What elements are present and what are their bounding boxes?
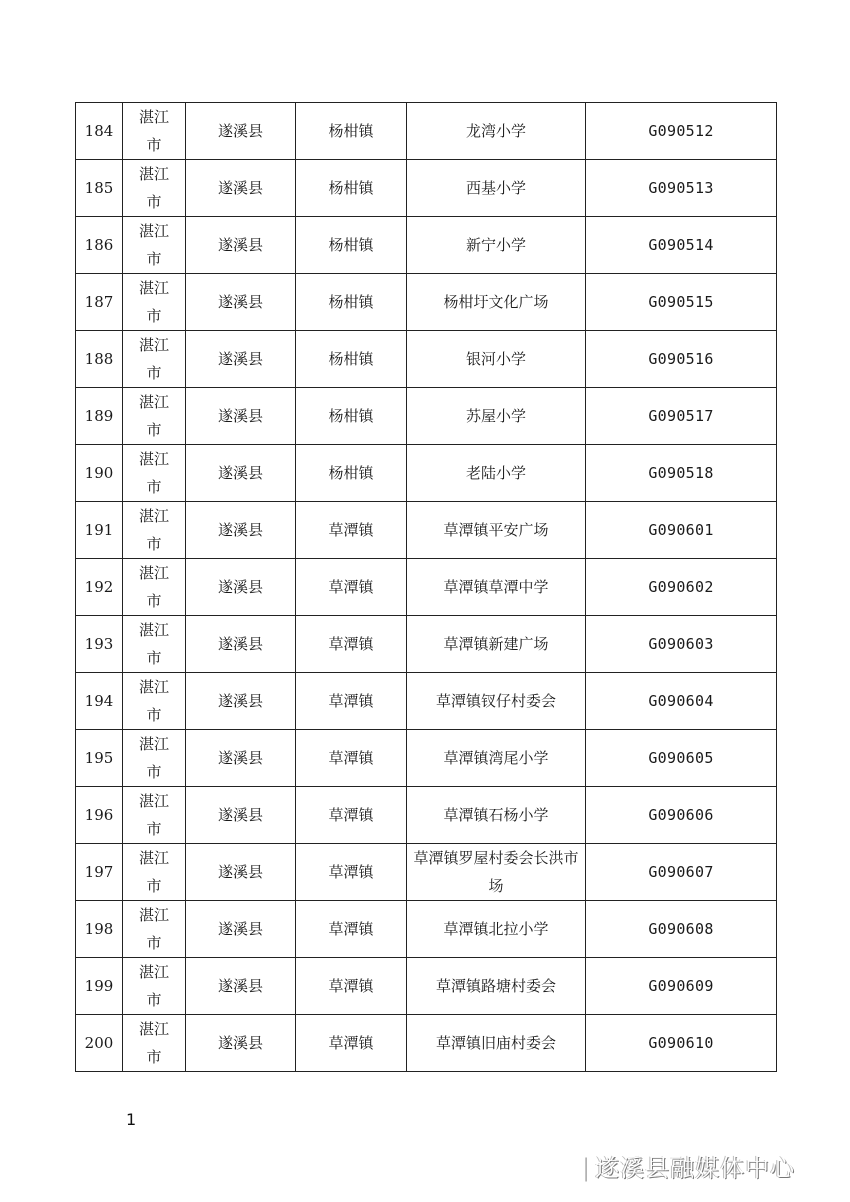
- city-line-1: 湛江: [138, 279, 169, 297]
- cell-town: 草潭镇: [296, 502, 407, 559]
- cell-site: 草潭镇草潭中学: [407, 559, 586, 616]
- cell-site: 草潭镇新建广场: [407, 616, 586, 673]
- city-line-1: 湛江: [138, 393, 169, 411]
- cell-number: 185: [76, 160, 123, 217]
- table-row: [76, 844, 777, 901]
- city-line-2: 市: [146, 763, 162, 781]
- cell-site: 草潭镇钗仔村委会: [407, 673, 586, 730]
- cell-town: 杨柑镇: [296, 331, 407, 388]
- cell-county: 遂溪县: [186, 844, 296, 901]
- cell-site: 草潭镇北拉小学: [407, 901, 586, 958]
- table-row: [76, 958, 777, 1015]
- city-line-2: 市: [146, 421, 162, 439]
- cell-code: G090513: [586, 160, 777, 217]
- city-line-1: 湛江: [138, 906, 169, 924]
- table-row: [76, 616, 777, 673]
- cell-county: 遂溪县: [186, 103, 296, 160]
- cell-number: 199: [76, 958, 123, 1015]
- city-line-2: 市: [146, 592, 162, 610]
- cell-city: [123, 559, 186, 616]
- city-line-2: 市: [146, 307, 162, 325]
- cell-county: 遂溪县: [186, 445, 296, 502]
- table-row: [76, 901, 777, 958]
- city-line-1: 湛江: [138, 165, 169, 183]
- cell-county: 遂溪县: [186, 217, 296, 274]
- cell-town: 杨柑镇: [296, 388, 407, 445]
- cell-number: 190: [76, 445, 123, 502]
- cell-code: G090601: [586, 502, 777, 559]
- city-line-2: 市: [146, 478, 162, 496]
- cell-city: [123, 787, 186, 844]
- cell-city: [123, 844, 186, 901]
- cell-town: 草潭镇: [296, 559, 407, 616]
- cell-code: G090518: [586, 445, 777, 502]
- cell-code: G090610: [586, 1015, 777, 1072]
- cell-county: 遂溪县: [186, 502, 296, 559]
- cell-town: 草潭镇: [296, 730, 407, 787]
- city-line-1: 湛江: [138, 336, 169, 354]
- cell-county: 遂溪县: [186, 160, 296, 217]
- cell-number: 193: [76, 616, 123, 673]
- cell-town: 杨柑镇: [296, 274, 407, 331]
- cell-code: G090515: [586, 274, 777, 331]
- cell-code: G090606: [586, 787, 777, 844]
- cell-site: 老陆小学: [407, 445, 586, 502]
- cell-site: 草潭镇石杨小学: [407, 787, 586, 844]
- cell-county: 遂溪县: [186, 616, 296, 673]
- cell-city: [123, 160, 186, 217]
- table-row: [76, 331, 777, 388]
- watermark-divider: |: [582, 1154, 592, 1182]
- city-line-1: 湛江: [138, 507, 169, 525]
- cell-county: 遂溪县: [186, 331, 296, 388]
- watermark: [582, 1148, 795, 1183]
- table-row: [76, 217, 777, 274]
- city-line-2: 市: [146, 364, 162, 382]
- page-number: 1: [126, 1110, 137, 1129]
- cell-code: G090609: [586, 958, 777, 1015]
- cell-county: 遂溪县: [186, 274, 296, 331]
- city-line-1: 湛江: [138, 621, 169, 639]
- cell-code: G090517: [586, 388, 777, 445]
- city-line-2: 市: [146, 934, 162, 952]
- city-line-2: 市: [146, 706, 162, 724]
- city-line-2: 市: [146, 991, 162, 1009]
- cell-number: 197: [76, 844, 123, 901]
- cell-code: G090602: [586, 559, 777, 616]
- cell-county: 遂溪县: [186, 730, 296, 787]
- cell-town: 草潭镇: [296, 958, 407, 1015]
- cell-city: [123, 388, 186, 445]
- cell-number: 186: [76, 217, 123, 274]
- cell-county: 遂溪县: [186, 1015, 296, 1072]
- table-row: [76, 445, 777, 502]
- table-row: [76, 1015, 777, 1072]
- cell-code: G090516: [586, 331, 777, 388]
- table-row: [76, 274, 777, 331]
- table-row: [76, 160, 777, 217]
- site-list-table: [75, 102, 777, 1072]
- cell-town: 草潭镇: [296, 673, 407, 730]
- cell-site: 草潭镇平安广场: [407, 502, 586, 559]
- cell-number: 184: [76, 103, 123, 160]
- cell-town: 杨柑镇: [296, 103, 407, 160]
- cell-city: [123, 331, 186, 388]
- table-row: [76, 559, 777, 616]
- table-row: [76, 730, 777, 787]
- city-line-1: 湛江: [138, 735, 169, 753]
- city-line-2: 市: [146, 535, 162, 553]
- city-line-2: 市: [146, 649, 162, 667]
- cell-site: 苏屋小学: [407, 388, 586, 445]
- cell-site: 龙湾小学: [407, 103, 586, 160]
- cell-number: 195: [76, 730, 123, 787]
- cell-site: 新宁小学: [407, 217, 586, 274]
- city-line-2: 市: [146, 250, 162, 268]
- cell-city: [123, 616, 186, 673]
- cell-county: 遂溪县: [186, 958, 296, 1015]
- table-row: [76, 787, 777, 844]
- cell-number: 192: [76, 559, 123, 616]
- cell-site: 杨柑圩文化广场: [407, 274, 586, 331]
- cell-number: 187: [76, 274, 123, 331]
- cell-city: [123, 217, 186, 274]
- city-line-1: 湛江: [138, 963, 169, 981]
- cell-code: G090604: [586, 673, 777, 730]
- cell-county: 遂溪县: [186, 901, 296, 958]
- city-line-1: 湛江: [138, 108, 169, 126]
- city-line-1: 湛江: [138, 450, 169, 468]
- city-line-1: 湛江: [138, 222, 169, 240]
- cell-number: 196: [76, 787, 123, 844]
- cell-city: [123, 1015, 186, 1072]
- table-row: [76, 673, 777, 730]
- city-line-2: 市: [146, 136, 162, 154]
- cell-town: 杨柑镇: [296, 160, 407, 217]
- cell-site: 银河小学: [407, 331, 586, 388]
- cell-number: 200: [76, 1015, 123, 1072]
- table-row: [76, 502, 777, 559]
- city-line-2: 市: [146, 1048, 162, 1066]
- city-line-2: 市: [146, 820, 162, 838]
- table-row: [76, 388, 777, 445]
- cell-site: 草潭镇路塘村委会: [407, 958, 586, 1015]
- cell-number: 194: [76, 673, 123, 730]
- cell-code: G090603: [586, 616, 777, 673]
- cell-site: 草潭镇旧庙村委会: [407, 1015, 586, 1072]
- cell-number: 198: [76, 901, 123, 958]
- cell-number: 189: [76, 388, 123, 445]
- cell-county: 遂溪县: [186, 787, 296, 844]
- cell-city: [123, 274, 186, 331]
- cell-code: G090608: [586, 901, 777, 958]
- cell-county: 遂溪县: [186, 388, 296, 445]
- cell-city: [123, 445, 186, 502]
- cell-town: 杨柑镇: [296, 445, 407, 502]
- cell-number: 188: [76, 331, 123, 388]
- cell-site: 草潭镇湾尾小学: [407, 730, 586, 787]
- city-line-1: 湛江: [138, 564, 169, 582]
- cell-code: G090514: [586, 217, 777, 274]
- cell-town: 草潭镇: [296, 844, 407, 901]
- cell-city: [123, 673, 186, 730]
- cell-code: G090512: [586, 103, 777, 160]
- city-line-2: 市: [146, 877, 162, 895]
- cell-site: 西基小学: [407, 160, 586, 217]
- cell-city: [123, 502, 186, 559]
- cell-town: 草潭镇: [296, 1015, 407, 1072]
- cell-town: 草潭镇: [296, 787, 407, 844]
- cell-code: G090607: [586, 844, 777, 901]
- city-line-1: 湛江: [138, 1020, 169, 1038]
- cell-town: 杨柑镇: [296, 217, 407, 274]
- table-body: [76, 103, 777, 1072]
- cell-town: 草潭镇: [296, 616, 407, 673]
- cell-town: 草潭镇: [296, 901, 407, 958]
- cell-city: [123, 901, 186, 958]
- cell-county: 遂溪县: [186, 559, 296, 616]
- table-row: [76, 103, 777, 160]
- city-line-1: 湛江: [138, 678, 169, 696]
- city-line-1: 湛江: [138, 849, 169, 867]
- cell-code: G090605: [586, 730, 777, 787]
- cell-city: [123, 958, 186, 1015]
- city-line-2: 市: [146, 193, 162, 211]
- cell-number: 191: [76, 502, 123, 559]
- cell-city: [123, 103, 186, 160]
- cell-county: 遂溪县: [186, 673, 296, 730]
- cell-site: 草潭镇罗屋村委会长洪市场: [407, 844, 586, 901]
- cell-city: [123, 730, 186, 787]
- watermark-text: 遂溪县融媒体中心: [595, 1154, 796, 1182]
- city-line-1: 湛江: [138, 792, 169, 810]
